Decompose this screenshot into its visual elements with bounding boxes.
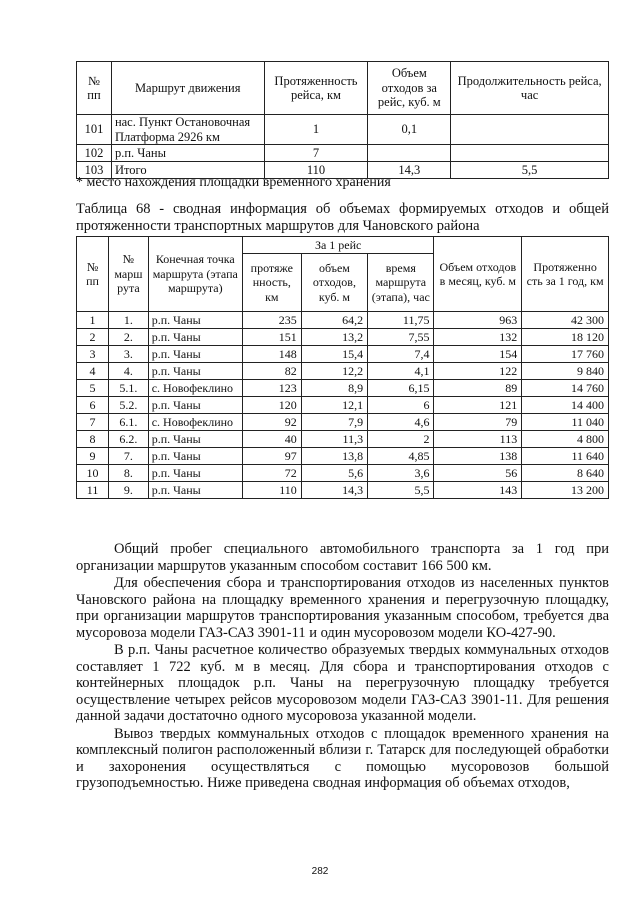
table-cell: 10 [77,465,109,482]
table-cell: р.п. Чаны [148,346,242,363]
table-cell [451,115,609,145]
table-caption: Таблица 68 - сводная информация об объемах формируемых отходов и общей протяженности транспортных маршрутов для Чановского района [76,201,609,234]
paragraph: В р.п. Чаны расчетное количество образуемых твердых коммунальных отходов составляет 1 722 куб. м в месяц. Для сбора и транспортирования отходов с контейнерных площадок р.п. Чаны на перегрузочную площадку требуется осуществление четырех рейсов мусоровозом модели ГАЗ-САЗ 3901-11. Для решения данной задачи достаточно одного мусоровоза указанной модели. [76,642,609,724]
table-cell: 5,6 [301,465,367,482]
header-cell: № пп [77,237,109,312]
table-cell: 11 [77,482,109,499]
table-row [77,448,609,465]
table-cell: 963 [434,312,522,329]
table-row [77,465,609,482]
table-cell: нас. Пункт Остановочная Платформа 2926 км [111,115,264,145]
table-cell: 42 300 [522,312,609,329]
header-cell: Объем отходов за рейс, куб. м [368,62,451,115]
table-cell: 121 [434,397,522,414]
table-cell: 89 [434,380,522,397]
body-text [76,541,609,793]
table-cell: 1 [264,115,368,145]
table-cell: 8 [77,431,109,448]
table-cell: 7,9 [301,414,367,431]
table-cell [451,145,609,162]
table-cell: 97 [242,448,301,465]
table-cell: 9. [109,482,149,499]
table-cell [368,145,451,162]
table-row [77,346,609,363]
paragraph: Общий пробег специального автомобильного транспорта за 1 год при организации маршрутов указанным способом составит 166 500 км. [76,541,609,574]
header-cell: № марш рута [109,237,149,312]
table-cell: 3 [77,346,109,363]
table-cell: 123 [242,380,301,397]
table-row [77,414,609,431]
page-number: 282 [311,866,329,877]
table-cell: 1. [109,312,149,329]
header-cell: Протяженность рейса, км [264,62,368,115]
table-body [77,312,609,499]
table-cell: 2 [368,431,434,448]
table-row [77,363,609,380]
header-cell: объем отходов, куб. м [301,254,367,312]
table-row [77,380,609,397]
table-cell: с. Новофеклино [148,414,242,431]
header-cell: время маршрута (этапа), час [368,254,434,312]
table-cell: 4,85 [368,448,434,465]
footnote: * место нахождения площадки временного хранения [76,175,391,190]
table-cell: р.п. Чаны [148,448,242,465]
table-cell: 6 [77,397,109,414]
table-header-row [77,237,609,254]
table-cell: 6,15 [368,380,434,397]
table-cell: р.п. Чаны [148,482,242,499]
table-cell: 154 [434,346,522,363]
table-cell: 110 [242,482,301,499]
table-cell: 8,9 [301,380,367,397]
table-cell: 82 [242,363,301,380]
table-row [77,397,609,414]
table-cell: 8. [109,465,149,482]
table-cell: 120 [242,397,301,414]
table-cell: 5,5 [368,482,434,499]
table-cell: 14,3 [368,162,451,179]
table-cell: р.п. Чаны [148,312,242,329]
route-summary-table [76,61,609,179]
table-cell: 13,8 [301,448,367,465]
table-cell: 7 [77,414,109,431]
table-cell: 2. [109,329,149,346]
table-cell: 56 [434,465,522,482]
table-cell: 2 [77,329,109,346]
table-cell: 9 [77,448,109,465]
table-cell: Итого [111,162,264,179]
table-cell: 143 [434,482,522,499]
table-cell: 64,2 [301,312,367,329]
table-cell: 11,3 [301,431,367,448]
table-cell: р.п. Чаны [148,363,242,380]
table-header-row [77,62,609,115]
table-cell: 4 800 [522,431,609,448]
table-cell: 92 [242,414,301,431]
header-cell: № пп [77,62,112,115]
table-cell: 132 [434,329,522,346]
table-cell: 6 [368,397,434,414]
table-cell: с. Новофеклино [148,380,242,397]
table-cell: 4,1 [368,363,434,380]
table-cell: р.п. Чаны [148,397,242,414]
table-cell: 113 [434,431,522,448]
table-cell: 101 [77,115,112,145]
table-cell: 148 [242,346,301,363]
table-cell: 5.2. [109,397,149,414]
waste-summary-table [76,236,609,499]
table-cell: 0,1 [368,115,451,145]
table-cell: р.п. Чаны [148,329,242,346]
table-cell: 40 [242,431,301,448]
table-cell: 5.1. [109,380,149,397]
table-row [77,145,609,162]
table-row [77,115,609,145]
table-cell: р.п. Чаны [148,431,242,448]
table-row [77,431,609,448]
table-cell: 8 640 [522,465,609,482]
table-cell: 11,75 [368,312,434,329]
table-cell: 6.1. [109,414,149,431]
header-cell: Конечная точка маршрута (этапа маршрута) [148,237,242,312]
table-cell: 7,55 [368,329,434,346]
table-cell: 13 200 [522,482,609,499]
table-cell: 7. [109,448,149,465]
table-row [77,482,609,499]
table-cell: 122 [434,363,522,380]
table-cell: 14 400 [522,397,609,414]
table-cell: 110 [264,162,368,179]
table-cell: 14 760 [522,380,609,397]
table-cell: 7,4 [368,346,434,363]
table-cell: 4,6 [368,414,434,431]
table-row [77,312,609,329]
table-cell: 72 [242,465,301,482]
header-cell: протяже нность, км [242,254,301,312]
header-cell: Протяженно сть за 1 год, км [522,237,609,312]
table-cell: 12,2 [301,363,367,380]
table-cell: 79 [434,414,522,431]
paragraph: Вывоз твердых коммунальных отходов с площадок временного хранения на комплексный полигон расположенный вблизи г. Татарск для последующей обработки и захоронения осуществляться с помощью мусоровозов большой грузоподъемностью. Ниже приведена сводная информация об объемах отходов, [76,725,609,791]
table-cell: 13,2 [301,329,367,346]
header-cell: Продолжительность рейса, час [451,62,609,115]
table-cell: 15,4 [301,346,367,363]
table-cell: 11 640 [522,448,609,465]
table-cell: 9 840 [522,363,609,380]
header-cell: За 1 рейс [242,237,434,254]
header-cell: Маршрут движения [111,62,264,115]
table-cell: 18 120 [522,329,609,346]
table-cell: 151 [242,329,301,346]
table-cell: 4. [109,363,149,380]
table-row [77,329,609,346]
table-cell: 3. [109,346,149,363]
table-cell: р.п. Чаны [111,145,264,162]
table-cell: 102 [77,145,112,162]
table-cell: 235 [242,312,301,329]
paragraph: Для обеспечения сбора и транспортирования отходов из населенных пунктов Чановского района на площадку временного хранения и перегрузочную площадку, при организации маршрутов транспортирования указанным способом, требуется два мусоровоза модели ГАЗ-САЗ 3901-11 и один мусоровозом модели КО-427-90. [76,575,609,641]
table-cell: 138 [434,448,522,465]
table-cell: 14,3 [301,482,367,499]
table-cell: 12,1 [301,397,367,414]
header-cell: Объем отходов в месяц, куб. м [434,237,522,312]
table-cell: 5,5 [451,162,609,179]
table-cell: р.п. Чаны [148,465,242,482]
table-cell: 4 [77,363,109,380]
table-cell: 7 [264,145,368,162]
table-cell: 11 040 [522,414,609,431]
table-cell: 3,6 [368,465,434,482]
table-cell: 103 [77,162,112,179]
table-cell: 5 [77,380,109,397]
table-cell: 17 760 [522,346,609,363]
table-cell: 6.2. [109,431,149,448]
table-cell: 1 [77,312,109,329]
